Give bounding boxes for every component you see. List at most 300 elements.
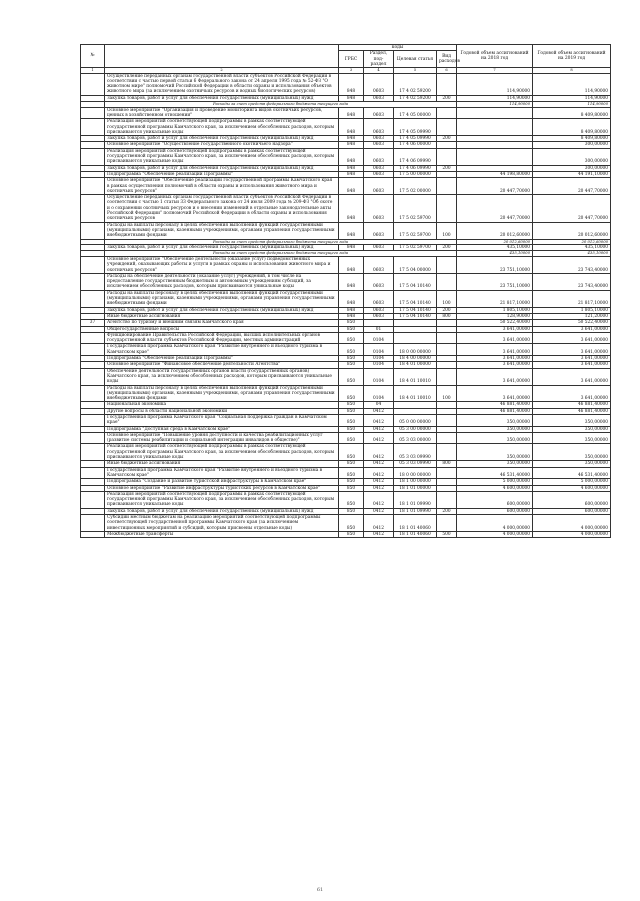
row-vid <box>437 444 457 461</box>
row-name: Подпрограмма "Обеспечение реализации Программы" <box>105 356 339 362</box>
row-section: 0412 <box>364 508 394 514</box>
row-grbs: 850 <box>339 385 364 402</box>
row-num <box>81 515 105 532</box>
row-2019: 44 191,10000 <box>533 171 611 177</box>
row-grbs: 850 <box>339 344 364 356</box>
row-2018: 350,00000 <box>457 461 533 467</box>
row-grbs: 850 <box>339 467 364 479</box>
row-2019: 350,00000 <box>533 444 611 461</box>
row-target: 17 5 04 00000 <box>394 256 437 273</box>
row-2019: 300,00000 <box>533 142 611 148</box>
row-target: 17 5 02 59700 <box>394 245 437 251</box>
row-num <box>81 107 105 119</box>
row-section: 0603 <box>364 73 394 95</box>
row-grbs: 850 <box>339 479 364 485</box>
row-name: Подпрограмма "Создание и развитие туристской инфраструктуры в Камчатском крае" <box>105 479 339 485</box>
row-target: 17 5 04 10140 <box>394 307 437 313</box>
row-target: 17 4 02 59200 <box>394 73 437 95</box>
row-num <box>81 290 105 307</box>
table-row <box>81 73 611 95</box>
row-grbs: 850 <box>339 444 364 461</box>
row-vid <box>437 332 457 344</box>
row-name: Иные бюджетные ассигнования <box>105 461 339 467</box>
row-name: Государственная программа Камчатского края "Развитие внутреннего и въездного туризма в Камчатском крае" <box>105 344 339 356</box>
row-vid <box>437 515 457 532</box>
row-grbs: 848 <box>339 107 364 119</box>
row-2019: 3 641,00000 <box>533 368 611 385</box>
row-section: 0412 <box>364 461 394 467</box>
row-name: Государственная программа Камчатского края "Развитие внутреннего и въездного туризма в Камчатском крае" <box>105 467 339 479</box>
row-section: 0104 <box>364 344 394 356</box>
row-section: 0603 <box>364 222 394 239</box>
note-2019: 20 012,60000 <box>533 239 611 245</box>
row-vid <box>437 432 457 444</box>
row-grbs: 848 <box>339 178 364 195</box>
row-2018: 600,00000 <box>457 491 533 508</box>
row-section: 0603 <box>364 136 394 142</box>
row-section: 04 <box>364 402 394 408</box>
row-num <box>81 195 105 222</box>
row-section: 0603 <box>364 195 394 222</box>
row-section: 0603 <box>364 107 394 119</box>
row-section: 0603 <box>364 256 394 273</box>
row-grbs: 850 <box>339 326 364 332</box>
row-2018: 114,90000 <box>457 95 533 101</box>
row-2019: 600,00000 <box>533 491 611 508</box>
row-vid: 200 <box>437 245 457 251</box>
row-name: Закупка товаров, работ и услуг для обеспечения государственных (муниципальных) нужд <box>105 136 339 142</box>
row-vid: 200 <box>437 307 457 313</box>
row-target <box>394 332 437 344</box>
row-grbs: 848 <box>339 73 364 95</box>
row-num <box>81 432 105 444</box>
row-2018: 44 198,80000 <box>457 171 533 177</box>
note-2018: 435,10000 <box>457 251 533 257</box>
row-section: 0412 <box>364 415 394 427</box>
row-target: 17 5 02 59700 <box>394 195 437 222</box>
row-2019: 46 881,40000 <box>533 402 611 408</box>
header-2019: Годовой объем ассигнований на 2019 год <box>533 45 611 68</box>
table-row <box>81 222 611 239</box>
row-2019: 300,00000 <box>533 148 611 165</box>
row-grbs: 850 <box>339 531 364 537</box>
row-grbs: 850 <box>339 362 364 368</box>
row-section: 0603 <box>364 313 394 319</box>
row-2018 <box>457 107 533 119</box>
row-2019: 300,00000 <box>533 165 611 171</box>
row-2019: 46 881,40000 <box>533 408 611 414</box>
row-num <box>81 385 105 402</box>
row-2019: 4 600,00000 <box>533 485 611 491</box>
header-codes: коды <box>339 45 457 51</box>
table-row <box>81 195 611 222</box>
row-2018: 435,10000 <box>457 245 533 251</box>
row-2019: 435,10000 <box>533 245 611 251</box>
row-2018: 350,00000 <box>457 415 533 427</box>
row-num <box>81 178 105 195</box>
row-vid <box>437 148 457 165</box>
row-name: Расходы на обеспечение деятельности (оказание услуг) учреждений, в том числе на предоставление государственным бюджетным и автономным учреждениям субсидий, за исключением обособленных расходов, которым присваиваются уникальные коды <box>105 273 339 290</box>
row-target: 18 1 00 00000 <box>394 479 437 485</box>
row-vid <box>437 178 457 195</box>
row-vid <box>437 256 457 273</box>
row-name: Агентство по туризму и внешним связям Камчатского края <box>105 320 339 326</box>
page-number: 61 <box>316 887 324 893</box>
row-vid: 100 <box>437 385 457 402</box>
table-row <box>81 107 611 119</box>
row-section: 0603 <box>364 307 394 313</box>
table-row <box>81 368 611 385</box>
row-target: 05 3 00 00000 <box>394 426 437 432</box>
row-section: 0603 <box>364 290 394 307</box>
index-cell: 6 <box>437 68 457 73</box>
row-section: 0412 <box>364 408 394 414</box>
row-name: Осуществление переданных органам государственной власти субъектов Российской Федерации в соответствии с частью первой статьи 6 Федерального закона от 24 апреля 1995 года № 52-ФЗ "О животном мире" полномочий Российской Федерации в области охраны и использования объектов животного мира (за исключением охотничьих ресурсов и водных биологических ресурсов) <box>105 73 339 95</box>
row-grbs: 850 <box>339 508 364 514</box>
row-num: 37 <box>81 320 105 326</box>
row-grbs: 848 <box>339 195 364 222</box>
row-name: Основное мероприятие "Организация и проведение мониторинга видов охотничьих ресурсов, ценных в хозяйственном отношении" <box>105 107 339 119</box>
row-name: Основное мероприятие "Осуществление государственного охотничьего надзора" <box>105 142 339 148</box>
row-name: Обеспечение деятельности государственных органов власти (государственных органов) Камчатского края, за исключением обособленных расходов, которым присваиваются уникальные коды <box>105 368 339 385</box>
row-name: Основное мероприятие "Финансовое обеспечение деятельности Агентства" <box>105 362 339 368</box>
row-2019: 4 000,00000 <box>533 531 611 537</box>
row-target: 17 5 02 59700 <box>394 222 437 239</box>
row-vid <box>437 415 457 427</box>
row-2018: 350,00000 <box>457 432 533 444</box>
row-grbs: 848 <box>339 119 364 136</box>
row-name: Реализация мероприятий соответствующей подпрограммы в рамках соответствующей государственной программы Камчатского края, за исключением обособленных расходов, которым присваиваются уникальные коды <box>105 444 339 461</box>
row-section: 0603 <box>364 273 394 290</box>
row-section: 0104 <box>364 356 394 362</box>
row-2018: 3 641,00000 <box>457 356 533 362</box>
row-2018: 128,90000 <box>457 313 533 319</box>
budget-document <box>80 44 610 538</box>
index-cell: 5 <box>394 68 437 73</box>
row-2018: 3 641,00000 <box>457 362 533 368</box>
row-name: Расходы на выплаты персоналу в целях обеспечения выполнения функций государственными (муниципальными) органами, казенными учреждениями, органами управления государственными внебюджетными фондами <box>105 385 339 402</box>
row-2018: 5 000,00000 <box>457 479 533 485</box>
row-section: 0412 <box>364 467 394 479</box>
note-2019: 435,10000 <box>533 251 611 257</box>
table-row <box>81 467 611 479</box>
row-grbs: 848 <box>339 290 364 307</box>
row-vid: 800 <box>437 313 457 319</box>
row-section: 0104 <box>364 368 394 385</box>
row-section: 0412 <box>364 485 394 491</box>
row-vid <box>437 195 457 222</box>
row-name: Государственная программа Камчатского края "Социальная поддержка граждан в Камчатском крае" <box>105 415 339 427</box>
index-cell: 8 <box>533 68 611 73</box>
row-target: 18 1 01 40060 <box>394 531 437 537</box>
row-grbs: 850 <box>339 432 364 444</box>
row-2018: 3 641,00000 <box>457 326 533 332</box>
table-row <box>81 491 611 508</box>
row-2018: 3 641,00000 <box>457 332 533 344</box>
row-2018: 4 000,00000 <box>457 531 533 537</box>
row-name: Основное мероприятие "Обеспечение деятельности (оказание услуг) подведомственных учреждений, оказывающих работы и услуги в рамках охраны и использования животного мира и охотничьих ресурсов" <box>105 256 339 273</box>
row-num <box>81 256 105 273</box>
row-grbs: 848 <box>339 165 364 171</box>
row-grbs: 850 <box>339 461 364 467</box>
table-row <box>81 344 611 356</box>
row-vid <box>437 107 457 119</box>
row-name: Расходы на выплаты персоналу в целях обеспечения выполнения функций государственными (муниципальными) органами, казенными учреждениями, органами управления государственными внебюджетными фондами <box>105 222 339 239</box>
row-2019: 114,90000 <box>533 73 611 95</box>
row-target: 05 3 03 09990 <box>394 461 437 467</box>
table-row <box>81 290 611 307</box>
row-vid: 200 <box>437 165 457 171</box>
row-vid <box>437 119 457 136</box>
row-num <box>81 491 105 508</box>
row-2018 <box>457 148 533 165</box>
row-2019: 1 805,10000 <box>533 307 611 313</box>
row-2019: 8 409,80000 <box>533 107 611 119</box>
row-2018: 4 000,00000 <box>457 515 533 532</box>
row-name: Закупка товаров, работ и услуг для обеспечения государственных (муниципальных) нужд <box>105 508 339 514</box>
row-num <box>81 415 105 427</box>
row-2019: 5 000,00000 <box>533 479 611 485</box>
row-section: 0603 <box>364 171 394 177</box>
row-target: 18 1 01 09990 <box>394 508 437 514</box>
row-vid: 100 <box>437 222 457 239</box>
row-2018: 46 881,40000 <box>457 408 533 414</box>
row-section: 0603 <box>364 95 394 101</box>
note-2018: 20 012,60000 <box>457 239 533 245</box>
row-grbs: 850 <box>339 491 364 508</box>
row-grbs: 848 <box>339 256 364 273</box>
row-2019: 350,00000 <box>533 461 611 467</box>
row-name: Другие вопросы в области национальной экономики <box>105 408 339 414</box>
row-vid <box>437 368 457 385</box>
row-2018: 600,00000 <box>457 508 533 514</box>
row-section: 0412 <box>364 531 394 537</box>
row-grbs: 850 <box>339 332 364 344</box>
row-name: Национальная экономика <box>105 402 339 408</box>
row-name: Закупка товаров, работ и услуг для обеспечения государственных (муниципальных) нужд <box>105 307 339 313</box>
row-2018: 50 522,40000 <box>457 320 533 326</box>
row-2019: 3 641,00000 <box>533 362 611 368</box>
row-name: Субсидии местным бюджетам на реализацию мероприятий соответствующей подпрограммы соответствующей государственной программы Камчатского края (за исключением инвестиционных мероприятий и субсидий, которым присвоены отдельные коды) <box>105 515 339 532</box>
row-vid <box>437 73 457 95</box>
row-vid <box>437 467 457 479</box>
index-cell: 3 <box>339 68 364 73</box>
row-2019: 600,00000 <box>533 508 611 514</box>
row-name: Реализация мероприятий соответствующей подпрограммы в рамках соответствующей государственной программы Камчатского края, за исключением обособленных расходов, которым присваиваются уникальные коды <box>105 119 339 136</box>
table-row <box>81 515 611 532</box>
row-target: 18 1 01 00000 <box>394 485 437 491</box>
row-target: 17 5 04 10140 <box>394 313 437 319</box>
index-cell: 7 <box>457 68 533 73</box>
row-target: 18 0 00 00000 <box>394 467 437 479</box>
row-num <box>81 467 105 479</box>
row-2018: 20 447,70000 <box>457 178 533 195</box>
row-target: 18 4 01 10010 <box>394 385 437 402</box>
row-grbs: 848 <box>339 136 364 142</box>
row-2019: 20 447,70000 <box>533 195 611 222</box>
header-section: Раздел, под- раздел <box>364 51 394 68</box>
row-num <box>81 148 105 165</box>
row-2018: 114,90000 <box>457 73 533 95</box>
row-grbs: 850 <box>339 515 364 532</box>
row-section: 0603 <box>364 148 394 165</box>
row-vid: 100 <box>437 290 457 307</box>
row-vid: 800 <box>437 461 457 467</box>
row-2019: 3 641,00000 <box>533 344 611 356</box>
table-row <box>81 332 611 344</box>
row-grbs: 850 <box>339 356 364 362</box>
row-section: 0603 <box>364 142 394 148</box>
row-grbs: 848 <box>339 148 364 165</box>
row-2019: 23 743,40000 <box>533 256 611 273</box>
table-row <box>81 119 611 136</box>
row-target: 18 1 01 40060 <box>394 515 437 532</box>
row-name: Функционирование Правительства Российской Федерации, высших исполнительных органов государственной власти субъектов Российской Федерации, местных администраций <box>105 332 339 344</box>
row-section: 0412 <box>364 432 394 444</box>
row-grbs: 848 <box>339 245 364 251</box>
row-grbs: 848 <box>339 222 364 239</box>
row-2019: 21 817,10000 <box>533 290 611 307</box>
row-section: 0603 <box>364 165 394 171</box>
row-grbs: 850 <box>339 402 364 408</box>
row-2019: 8 409,80000 <box>533 136 611 142</box>
row-2019: 4 000,00000 <box>533 515 611 532</box>
table-row <box>81 531 611 537</box>
row-num <box>81 444 105 461</box>
row-name: Основное мероприятие "Повышение уровня доступности и качества реабилитационных услуг (развитие системы реабилитации и социальной интеграции инвалидов в обществе)" <box>105 432 339 444</box>
index-cell: 1 <box>81 68 105 73</box>
row-name: Основное мероприятие "Развитие инфраструктуры туристских ресурсов в Камчатском крае" <box>105 485 339 491</box>
row-num <box>81 222 105 239</box>
row-target: 17 5 04 10140 <box>394 273 437 290</box>
row-target: 18 1 01 09990 <box>394 491 437 508</box>
row-2019: 350,00000 <box>533 426 611 432</box>
row-section: 0603 <box>364 245 394 251</box>
row-2019: 8 409,80000 <box>533 119 611 136</box>
row-2019: 50 522,40000 <box>533 320 611 326</box>
row-section: 0412 <box>364 515 394 532</box>
row-name: Межбюджетные трансферты <box>105 531 339 537</box>
row-num <box>81 344 105 356</box>
row-grbs: 848 <box>339 307 364 313</box>
row-target: 18 0 00 00000 <box>394 344 437 356</box>
note-text: Расходы за счет средств федерального бюджета текущего года <box>105 239 457 245</box>
row-2019: 350,00000 <box>533 415 611 427</box>
row-target: 18 4 00 00000 <box>394 356 437 362</box>
row-2018: 350,00000 <box>457 444 533 461</box>
row-2018: 20 012,60000 <box>457 222 533 239</box>
row-2019: 121,20000 <box>533 313 611 319</box>
table-header <box>81 45 611 74</box>
row-2019: 350,00000 <box>533 432 611 444</box>
row-2018: 46 531,40000 <box>457 467 533 479</box>
row-target: 17 4 06 09990 <box>394 148 437 165</box>
table-row <box>81 432 611 444</box>
row-2019: 20 012,60000 <box>533 222 611 239</box>
row-grbs: 850 <box>339 368 364 385</box>
table-row <box>81 256 611 273</box>
row-2018: 46 881,40000 <box>457 402 533 408</box>
row-2018: 350,00000 <box>457 426 533 432</box>
note-2018: 114,90000 <box>457 102 533 108</box>
row-2019: 46 531,40000 <box>533 467 611 479</box>
row-section: 0412 <box>364 426 394 432</box>
table-row <box>81 273 611 290</box>
row-name: Расходы на выплаты персоналу в целях обеспечения выполнения функций государственными (муниципальными) органами, казенными учреждениями, органами управления государственными внебюджетными фондами <box>105 290 339 307</box>
header-grbs: ГРБС <box>339 51 364 68</box>
row-target: 17 4 06 00000 <box>394 142 437 148</box>
row-2019: 23 743,40000 <box>533 273 611 290</box>
row-2019: 3 641,00000 <box>533 326 611 332</box>
row-num <box>81 273 105 290</box>
row-target: 17 5 02 00000 <box>394 178 437 195</box>
row-2018: 4 600,00000 <box>457 485 533 491</box>
row-section: 0603 <box>364 119 394 136</box>
row-target: 17 4 05 00000 <box>394 107 437 119</box>
row-grbs: 848 <box>339 95 364 101</box>
table-row <box>81 444 611 461</box>
row-section: 0104 <box>364 385 394 402</box>
row-vid <box>437 491 457 508</box>
row-num <box>81 119 105 136</box>
row-target: 18 4 01 10010 <box>394 368 437 385</box>
row-name: Общегосударственные вопросы <box>105 326 339 332</box>
note-text: Расходы за счет средств федерального бюджета текущего года <box>105 102 457 108</box>
row-vid: 200 <box>437 95 457 101</box>
row-section: 0603 <box>364 178 394 195</box>
row-2019: 3 641,00000 <box>533 385 611 402</box>
row-num <box>81 332 105 344</box>
row-target: 05 0 00 00000 <box>394 415 437 427</box>
row-grbs: 848 <box>339 313 364 319</box>
table-row <box>81 385 611 402</box>
row-grbs: 848 <box>339 171 364 177</box>
row-name: Подпрограмма "Обеспечение реализации Программы" <box>105 171 339 177</box>
row-vid: 200 <box>437 508 457 514</box>
row-section: 0412 <box>364 479 394 485</box>
row-2018: 3 641,00000 <box>457 344 533 356</box>
row-grbs: 848 <box>339 273 364 290</box>
table-row <box>81 415 611 427</box>
row-section: 0412 <box>364 444 394 461</box>
row-vid <box>437 273 457 290</box>
row-section: 01 <box>364 326 394 332</box>
row-2018: 21 817,10000 <box>457 290 533 307</box>
header-2018: Годовой объем ассигнований на 2018 год <box>457 45 533 68</box>
row-name: Реализация мероприятий соответствующей подпрограммы в рамках соответствующей государственной программы Камчатского края, за исключением обособленных расходов, которым присваиваются уникальные коды <box>105 148 339 165</box>
row-2018: 23 751,10000 <box>457 273 533 290</box>
budget-table <box>80 44 611 538</box>
row-target: 17 4 06 09990 <box>394 165 437 171</box>
row-target: 05 3 03 00000 <box>394 432 437 444</box>
row-vid <box>437 344 457 356</box>
row-name: Реализация мероприятий соответствующей подпрограммы в рамках соответствующей государственной программы Камчатского края, за исключением обособленных расходов, которым присваиваются уникальные коды <box>105 491 339 508</box>
row-2019: 3 641,00000 <box>533 332 611 344</box>
row-name: Иные бюджетные ассигнования <box>105 313 339 319</box>
row-2019: 114,90000 <box>533 95 611 101</box>
table-row <box>81 178 611 195</box>
header-target: Целевая статья <box>394 51 437 68</box>
row-target: 17 4 05 09990 <box>394 119 437 136</box>
header-vid: Вид расходов <box>437 51 457 68</box>
row-name: Закупка товаров, работ и услуг для обеспечения государственных (муниципальных) нужд <box>105 165 339 171</box>
row-name: Закупка товаров, работ и услуг для обеспечения государственных (муниципальных) нужд <box>105 95 339 101</box>
header-name <box>105 45 339 68</box>
row-name: Осуществление переданных органам государственной власти субъектов Российской Федерации в соответствии с частью 1 статьи 33 Федерального закона от 24 июля 2009 года № 209-ФЗ "Об охоте и о сохранении охотничьих ресурсов и о внесении изменений в отдельные законодательные акты Российской Федерации" полномочий Российской Федерации в области охраны и использования охотничьих ресурсов <box>105 195 339 222</box>
row-vid: 500 <box>437 531 457 537</box>
note-text: Расходы за счет средств федерального бюджета текущего года <box>105 251 457 257</box>
row-grbs: 848 <box>339 142 364 148</box>
